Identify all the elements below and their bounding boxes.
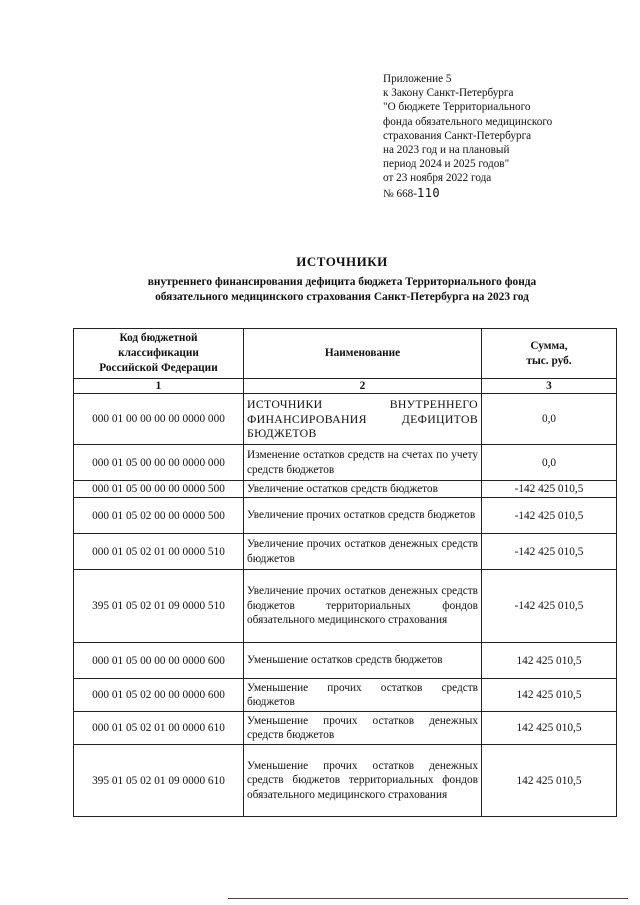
row-sum: -142 425 010,5 [482, 570, 617, 643]
row-code: 000 01 05 00 00 00 0000 500 [74, 481, 244, 498]
law-number-handwritten: 110 [416, 185, 441, 200]
appendix-line: фонда обязательного медицинского [383, 115, 553, 128]
row-sum: 0,0 [482, 445, 617, 481]
table-row [74, 481, 617, 498]
table-row [74, 394, 617, 445]
row-code: 000 01 05 00 00 00 0000 000 [74, 445, 244, 481]
table-row [74, 534, 617, 570]
header-sum-line: тыс. руб. [526, 354, 572, 367]
appendix-line: "О бюджете Территориального [383, 101, 531, 114]
row-sum: 142 425 010,5 [482, 679, 617, 712]
table-row [74, 679, 617, 712]
row-sum: 0,0 [482, 394, 617, 445]
row-name: Изменение остатков средств на счетах по учету средств бюджетов [244, 445, 482, 481]
row-name: Уменьшение прочих остатков денежных средств бюджетов территориальных фондов обязательного медицинского страхования [244, 745, 482, 817]
appendix-line: к Закону Санкт-Петербурга [383, 87, 514, 100]
header-row [74, 329, 617, 379]
row-name: Увеличение остатков средств бюджетов [244, 481, 482, 498]
header-code-line: Код бюджетной [119, 332, 198, 344]
law-number [383, 186, 623, 201]
header-code [74, 329, 244, 379]
sources-table [73, 328, 617, 817]
table-row [74, 712, 617, 745]
table-row [74, 498, 617, 534]
row-code: 000 01 05 02 01 00 0000 510 [74, 534, 244, 570]
row-sum: 142 425 010,5 [482, 643, 617, 679]
row-code: 000 01 00 00 00 00 0000 000 [74, 394, 244, 445]
header-code-line: Российской Федерации [99, 362, 218, 374]
row-name: Уменьшение прочих остатков денежных средств бюджетов [244, 712, 482, 745]
row-code: 000 01 05 02 00 00 0000 600 [74, 679, 244, 712]
title-main: ИСТОЧНИКИ [296, 254, 388, 269]
row-code: 000 01 05 02 01 00 0000 610 [74, 712, 244, 745]
row-name: Увеличение прочих остатков денежных средств бюджетов [244, 534, 482, 570]
appendix-line: страхования Санкт-Петербурга [383, 129, 532, 142]
row-code: 395 01 05 02 01 09 0000 610 [74, 745, 244, 817]
row-name: Увеличение прочих остатков средств бюджетов [244, 498, 482, 534]
row-sum: 142 425 010,5 [482, 712, 617, 745]
subtitle-line-1: внутреннего финансирования дефицита бюджета Территориального фонда [147, 276, 537, 288]
header-name: Наименование [244, 329, 482, 379]
row-name: Уменьшение прочих остатков средств бюджетов [244, 679, 482, 712]
appendix-line: на 2023 год и на плановый [383, 144, 510, 157]
table-row [74, 445, 617, 481]
document-title [70, 254, 614, 305]
row-sum: 142 425 010,5 [482, 745, 617, 817]
header-code-line: классификации [118, 347, 199, 359]
row-sum: -142 425 010,5 [482, 534, 617, 570]
table-row [74, 643, 617, 679]
row-sum: -142 425 010,5 [482, 481, 617, 498]
subtitle-line-2: обязательного медицинского страхования Санкт-Петербурга на 2023 год [155, 291, 529, 303]
appendix-line: Приложение 5 [383, 73, 452, 85]
table-row [74, 570, 617, 643]
column-number: 3 [482, 379, 617, 394]
row-name: Увеличение прочих остатков денежных средств бюджетов территориальных фондов обязательного медицинского страхования [244, 570, 482, 643]
header-sum-line: Сумма, [530, 339, 568, 352]
table-row [74, 745, 617, 817]
appendix-line: от 23 ноября 2022 года [383, 172, 492, 185]
header-sum [482, 329, 617, 379]
law-number-prefix: № 668- [383, 187, 417, 200]
column-number-row [74, 379, 617, 394]
row-name: Уменьшение остатков средств бюджетов [244, 643, 482, 679]
row-sum: -142 425 010,5 [482, 498, 617, 534]
column-number: 2 [244, 379, 482, 394]
column-number: 1 [74, 379, 244, 394]
row-code: 000 01 05 02 00 00 0000 500 [74, 498, 244, 534]
appendix-header [383, 72, 623, 201]
page-bottom-rule [228, 898, 628, 899]
row-code: 395 01 05 02 01 09 0000 510 [74, 570, 244, 643]
appendix-line: период 2024 и 2025 годов" [383, 158, 510, 171]
row-code: 000 01 05 00 00 00 0000 600 [74, 643, 244, 679]
row-name: ИСТОЧНИКИ ВНУТРЕННЕГО ФИНАНСИРОВАНИЯ ДЕФИЦИТОВ БЮДЖЕТОВ [244, 394, 482, 445]
